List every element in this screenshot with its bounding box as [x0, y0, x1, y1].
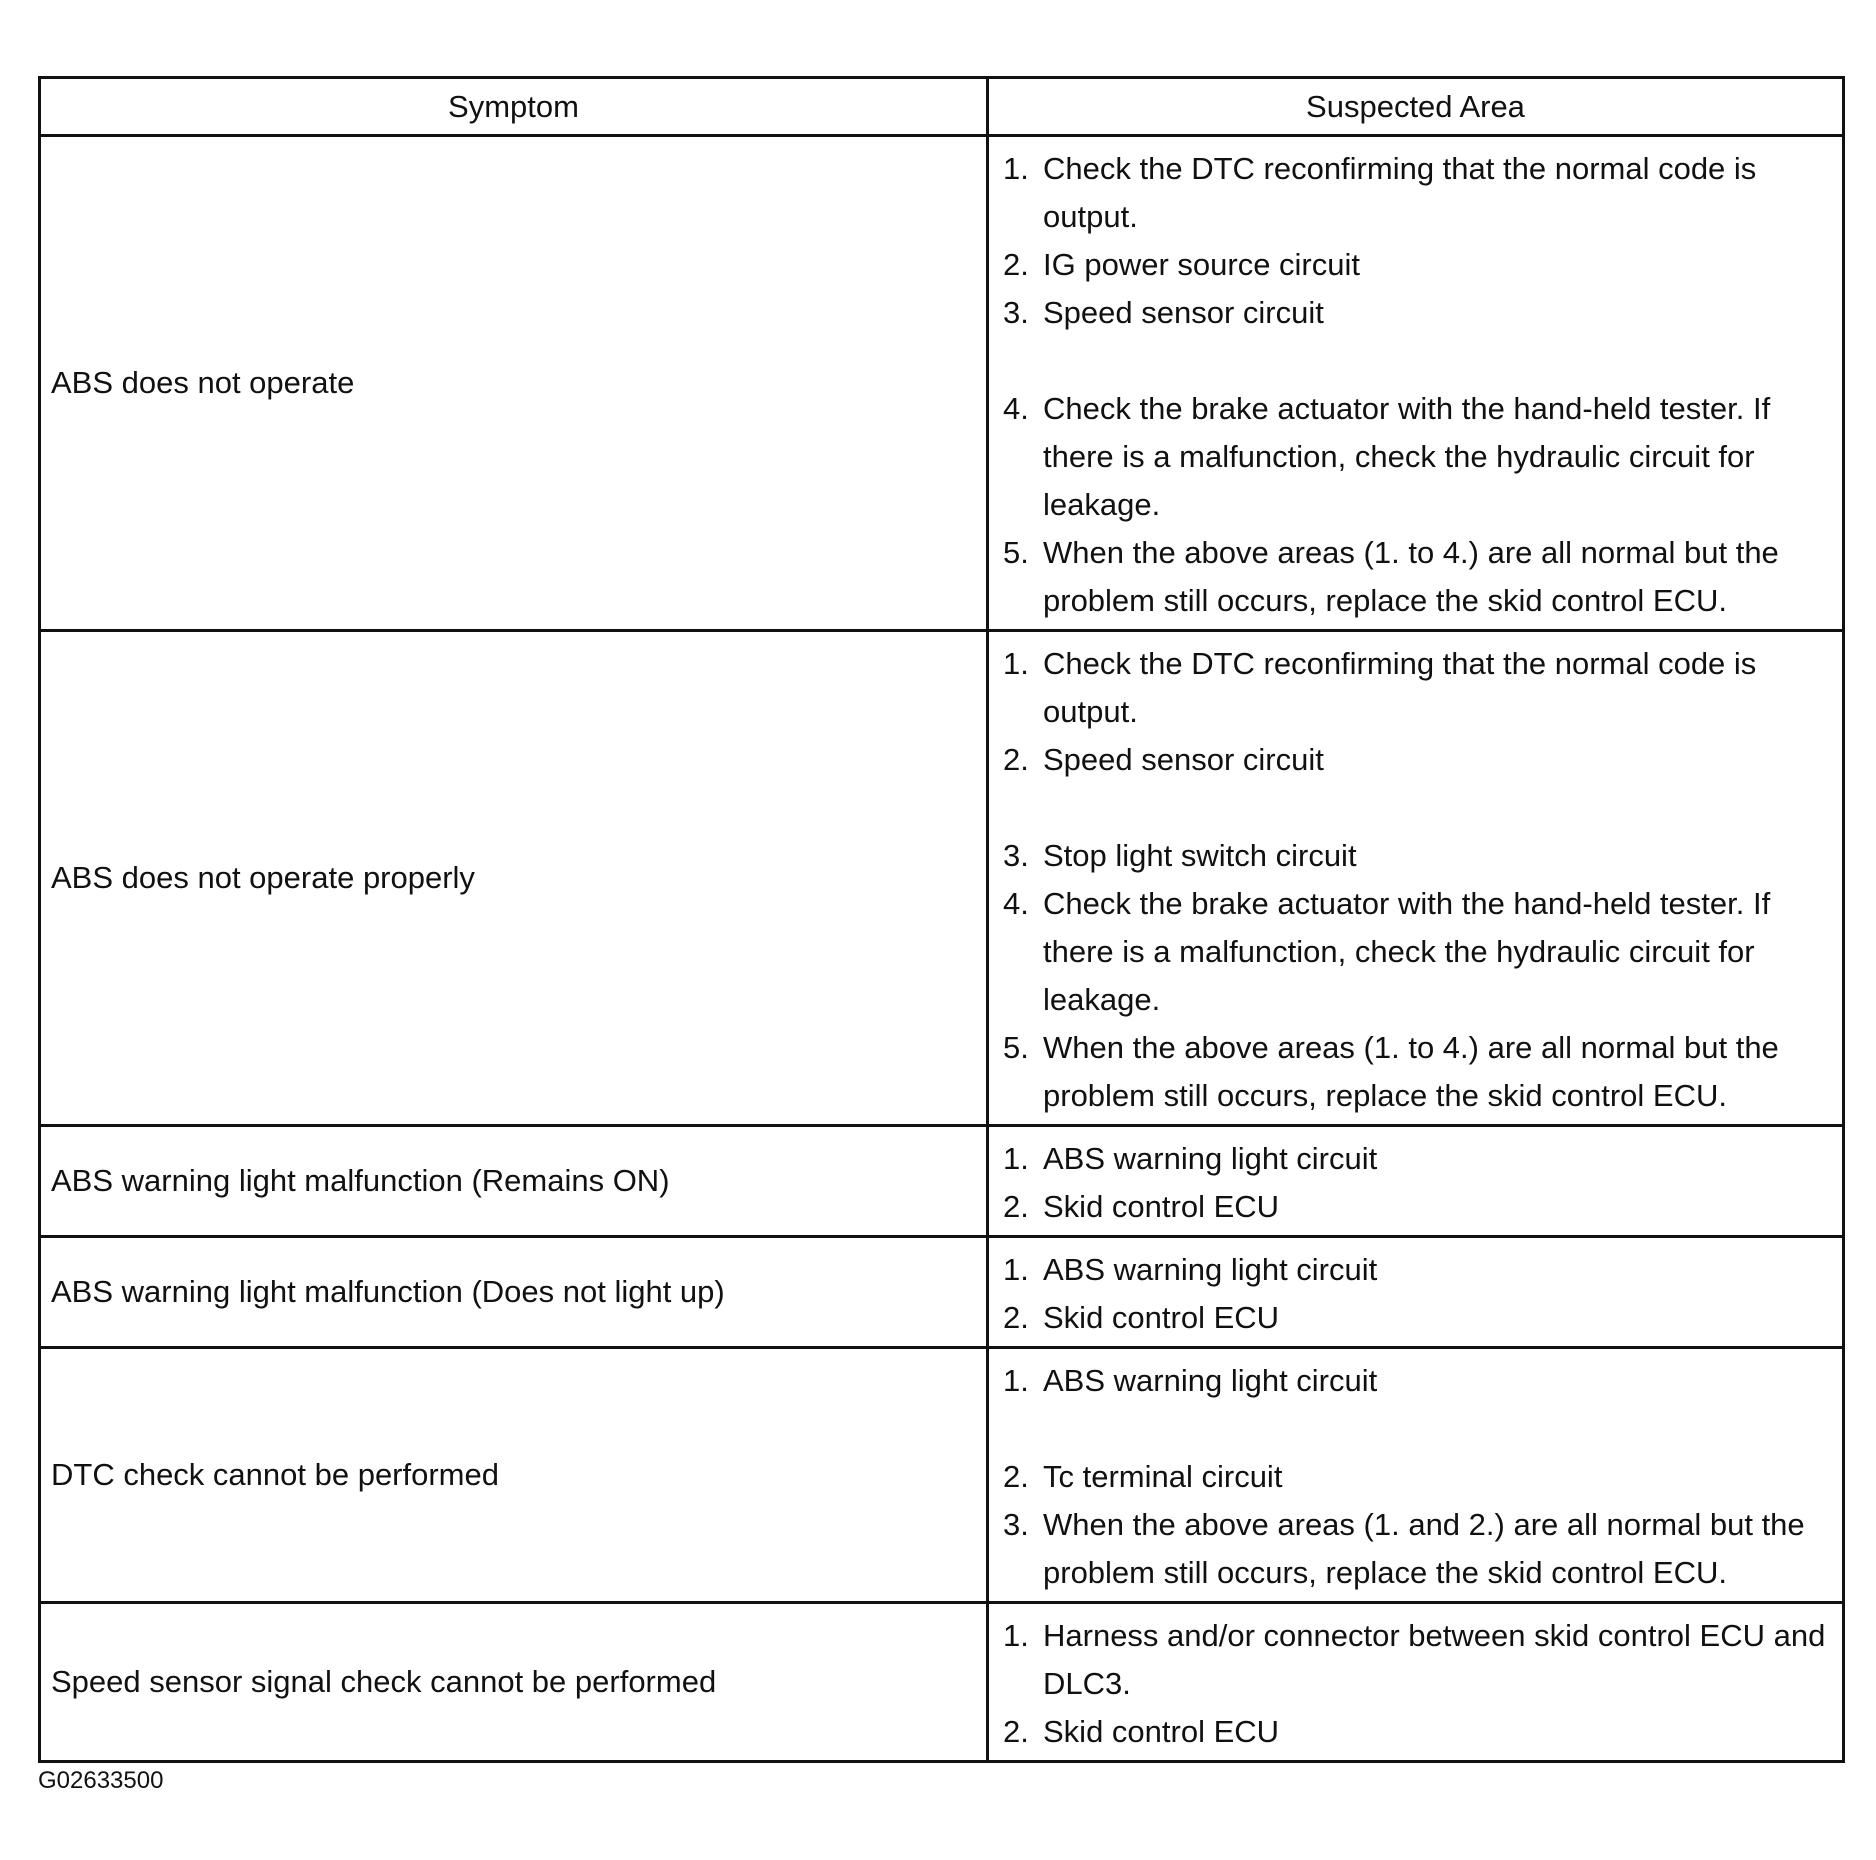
symptom-table-container: [38, 76, 1842, 1763]
item-text: Stop light switch circuit: [1043, 838, 1357, 873]
symptom-cell: Speed sensor signal check cannot be performed: [40, 1603, 988, 1762]
item-number: 1.: [1003, 1252, 1029, 1287]
item-number: 1.: [1003, 1618, 1029, 1653]
list-item: [999, 736, 1832, 784]
table-row: [40, 1126, 1844, 1237]
figure-id: G02633500: [38, 1767, 164, 1794]
list-item: [999, 1501, 1832, 1597]
suspected-area-cell: [988, 1348, 1844, 1603]
item-text: Skid control ECU: [1043, 1714, 1280, 1749]
item-text: Harness and/or connector between skid control ECU and DLC3.: [1043, 1618, 1826, 1701]
list-item: [999, 289, 1832, 337]
item-text: When the above areas (1. to 4.) are all normal but the problem still occurs, replace the skid control ECU.: [1043, 535, 1779, 618]
suspected-area-cell: [988, 631, 1844, 1126]
item-text: When the above areas (1. and 2.) are all normal but the problem still occurs, replace the skid control ECU.: [1043, 1507, 1805, 1590]
item-number: 2.: [1003, 1714, 1029, 1749]
symptom-cell: ABS does not operate properly: [40, 631, 988, 1126]
suspected-area-cell: [988, 136, 1844, 631]
list-item: [999, 145, 1832, 241]
table-row: [40, 1237, 1844, 1348]
symptom-cell: ABS warning light malfunction (Does not light up): [40, 1237, 988, 1348]
list-item: [999, 1294, 1832, 1342]
item-number: 1.: [1003, 646, 1029, 681]
header-symptom: Symptom: [40, 78, 988, 136]
item-text: Skid control ECU: [1043, 1300, 1280, 1335]
item-text: Check the brake actuator with the hand-held tester. If there is a malfunction, check the hydraulic circuit for leakage.: [1043, 391, 1771, 522]
item-text: Speed sensor circuit: [1043, 742, 1324, 777]
suspected-area-list: [999, 1246, 1832, 1342]
item-number: 5.: [1003, 535, 1029, 570]
list-item: [999, 880, 1832, 1024]
item-number: 3.: [1003, 1507, 1029, 1542]
item-number: 2.: [1003, 742, 1029, 777]
item-text: When the above areas (1. to 4.) are all normal but the problem still occurs, replace the skid control ECU.: [1043, 1030, 1779, 1113]
item-number: 2.: [1003, 247, 1029, 282]
item-text: ABS warning light circuit: [1043, 1252, 1378, 1287]
suspected-area-cell: [988, 1237, 1844, 1348]
item-text: Check the DTC reconfirming that the normal code is output.: [1043, 151, 1757, 234]
suspected-area-list: [999, 1135, 1832, 1231]
list-item: [999, 1708, 1832, 1756]
list-item: [999, 832, 1832, 880]
item-text: Speed sensor circuit: [1043, 295, 1324, 330]
table-header-row: [40, 78, 1844, 136]
item-text: Check the brake actuator with the hand-held tester. If there is a malfunction, check the hydraulic circuit for leakage.: [1043, 886, 1771, 1017]
item-number: 4.: [1003, 391, 1029, 426]
suspected-area-list: [999, 1612, 1832, 1756]
list-item: [999, 529, 1832, 625]
list-item: [999, 1453, 1832, 1501]
item-number: 3.: [1003, 295, 1029, 330]
table-row: [40, 136, 1844, 631]
symptom-cell: ABS does not operate: [40, 136, 988, 631]
item-number: 2.: [1003, 1189, 1029, 1224]
list-item: [999, 1135, 1832, 1183]
item-text: Skid control ECU: [1043, 1189, 1280, 1224]
item-number: 2.: [1003, 1300, 1029, 1335]
list-item: [999, 1024, 1832, 1120]
item-text: ABS warning light circuit: [1043, 1363, 1378, 1398]
list-item: [999, 640, 1832, 736]
item-text: ABS warning light circuit: [1043, 1141, 1378, 1176]
suspected-area-cell: [988, 1603, 1844, 1762]
list-item: [999, 385, 1832, 529]
item-text: IG power source circuit: [1043, 247, 1360, 282]
item-number: 3.: [1003, 838, 1029, 873]
symptom-table: [38, 76, 1845, 1763]
item-number: 1.: [1003, 1141, 1029, 1176]
list-item: [999, 241, 1832, 289]
list-item: [999, 1357, 1832, 1405]
item-number: 4.: [1003, 886, 1029, 921]
symptom-cell: ABS warning light malfunction (Remains ON): [40, 1126, 988, 1237]
item-text: Tc terminal circuit: [1043, 1459, 1283, 1494]
item-text: Check the DTC reconfirming that the normal code is output.: [1043, 646, 1757, 729]
table-row: [40, 1603, 1844, 1762]
symptom-cell: DTC check cannot be performed: [40, 1348, 988, 1603]
item-number: 1.: [1003, 151, 1029, 186]
header-suspected-area: Suspected Area: [988, 78, 1844, 136]
item-number: 1.: [1003, 1363, 1029, 1398]
item-number: 5.: [1003, 1030, 1029, 1065]
suspected-area-list: [999, 640, 1832, 1120]
list-item: [999, 1246, 1832, 1294]
table-row: [40, 631, 1844, 1126]
suspected-area-list: [999, 145, 1832, 625]
table-row: [40, 1348, 1844, 1603]
list-item: [999, 1183, 1832, 1231]
item-number: 2.: [1003, 1459, 1029, 1494]
list-item: [999, 1612, 1832, 1708]
suspected-area-list: [999, 1357, 1832, 1597]
suspected-area-cell: [988, 1126, 1844, 1237]
